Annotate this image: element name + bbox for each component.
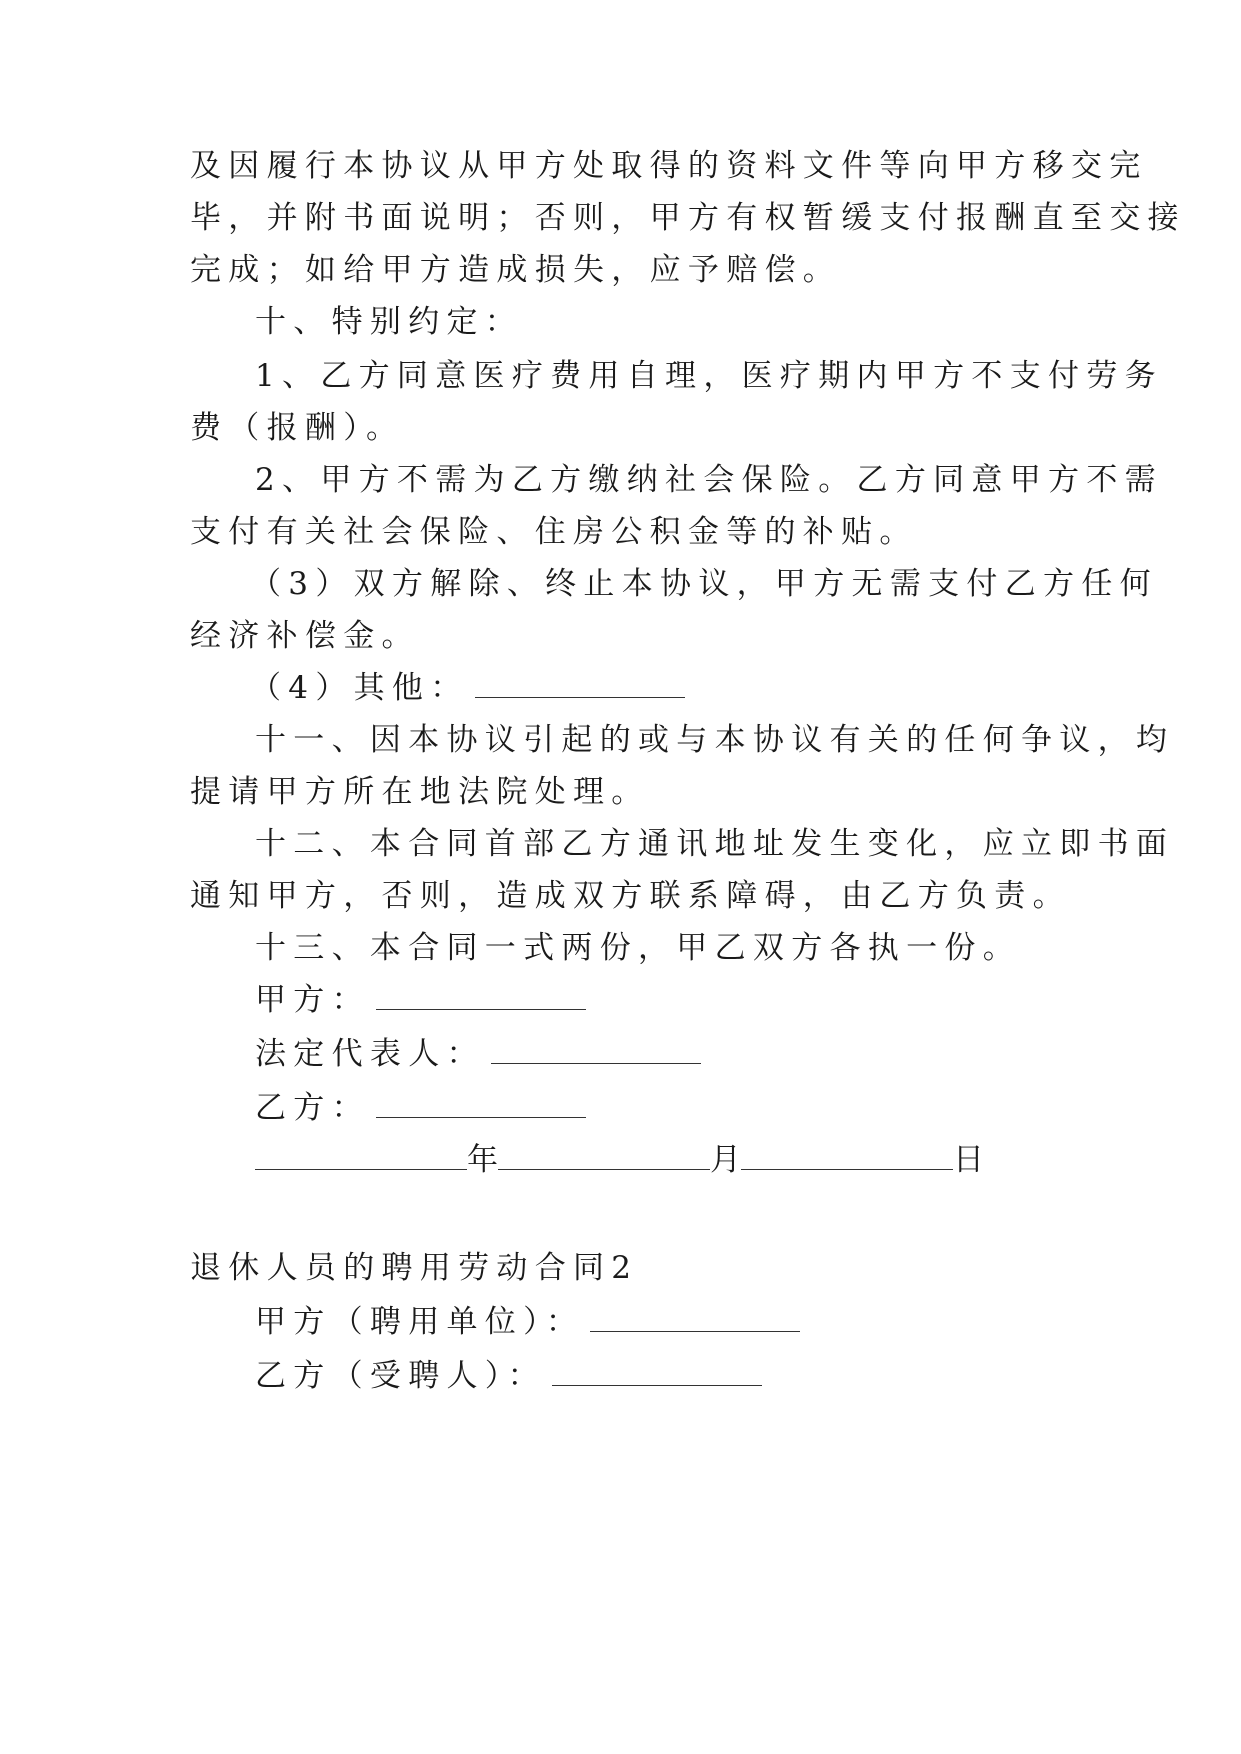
paragraph-line: 完成；如给甲方造成损失，应予赔偿。 [190, 252, 842, 288]
month-blank[interactable] [498, 1145, 710, 1170]
party-b-signature [255, 1088, 586, 1128]
c2-party-a [255, 1302, 800, 1342]
party-a-blank[interactable] [376, 985, 586, 1010]
section-12-cont: 通知甲方，否则，造成双方联系障碍，由乙方负责。 [190, 878, 1071, 914]
c2-party-b-label: 乙方（受聘人）： [255, 1358, 546, 1394]
legal-rep-signature [255, 1034, 701, 1074]
c2-party-b [255, 1356, 762, 1396]
clause-10-3: （3）双方解除、终止本协议，甲方无需支付乙方任何 [250, 566, 1158, 602]
month-label: 月 [710, 1142, 741, 1178]
legal-rep-label: 法定代表人： [255, 1036, 485, 1072]
legal-rep-blank[interactable] [491, 1039, 701, 1064]
c2-party-a-blank[interactable] [590, 1307, 800, 1332]
contract-2-title: 退休人员的聘用劳动合同2 [190, 1250, 639, 1286]
party-a-label: 甲方： [255, 982, 370, 1018]
section-10-title: 十、特别约定： [255, 304, 524, 340]
c2-party-a-label: 甲方（聘用单位）： [255, 1304, 585, 1340]
party-b-blank[interactable] [376, 1093, 586, 1118]
year-blank[interactable] [255, 1145, 467, 1170]
section-11-cont: 提请甲方所在地法院处理。 [190, 774, 650, 810]
party-a-signature [255, 980, 586, 1020]
clause-10-3-cont: 经济补偿金。 [190, 618, 420, 654]
paragraph-line: 及因履行本协议从甲方处取得的资料文件等向甲方移交完 [190, 148, 1148, 184]
section-12: 十二、本合同首部乙方通讯地址发生变化，应立即书面 [255, 826, 1175, 862]
clause-10-4-label: （4）其他： [250, 670, 469, 706]
party-b-label: 乙方： [255, 1090, 370, 1126]
clause-10-2: 2、甲方不需为乙方缴纳社会保险。乙方同意甲方不需 [255, 462, 1163, 498]
date-line [255, 1140, 984, 1180]
section-11: 十一、因本协议引起的或与本协议有关的任何争议，均 [255, 722, 1175, 758]
paragraph-line: 毕，并附书面说明；否则，甲方有权暂缓支付报酬直至交接 [190, 200, 1186, 236]
day-blank[interactable] [741, 1145, 953, 1170]
year-label: 年 [467, 1142, 498, 1178]
c2-party-b-blank[interactable] [552, 1361, 762, 1386]
clause-10-1-cont: 费（报酬）。 [190, 410, 405, 446]
fill-blank[interactable] [475, 673, 685, 698]
section-13: 十三、本合同一式两份，甲乙双方各执一份。 [255, 930, 1021, 966]
clause-10-1: 1、乙方同意医疗费用自理，医疗期内甲方不支付劳务 [255, 358, 1163, 394]
clause-10-2-cont: 支付有关社会保险、住房公积金等的补贴。 [190, 514, 918, 550]
day-label: 日 [953, 1142, 984, 1178]
clause-10-4 [250, 668, 685, 708]
